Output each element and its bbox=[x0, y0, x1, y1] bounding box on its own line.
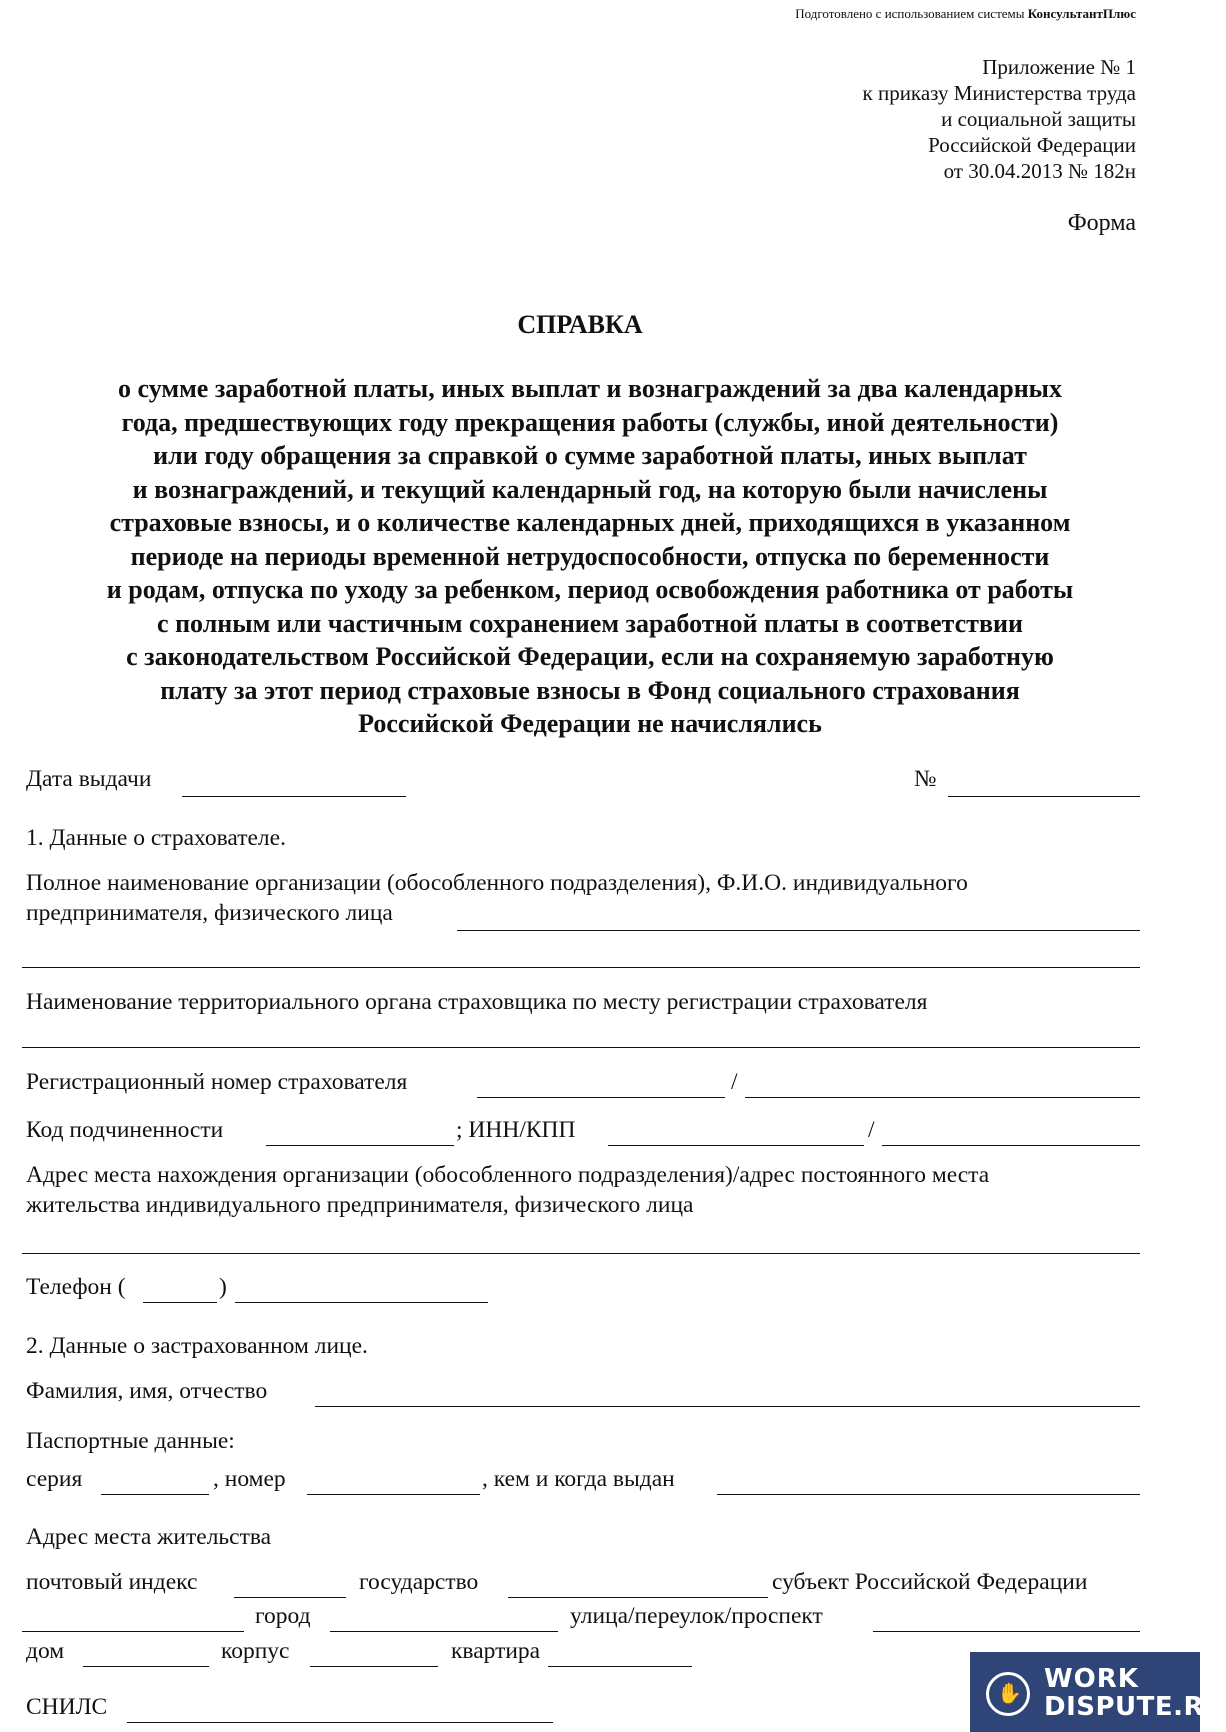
watermark-line-1: WORK bbox=[1044, 1664, 1139, 1694]
phone-number-field[interactable] bbox=[235, 1302, 488, 1303]
passport-issued-label: , кем и когда выдан bbox=[482, 1466, 675, 1492]
appendix-line: к приказу Министерства труда bbox=[862, 81, 1136, 105]
fio-label: Фамилия, имя, отчество bbox=[26, 1378, 268, 1404]
appendix-line: Российской Федерации bbox=[928, 133, 1136, 157]
document-title: СПРАВКА bbox=[517, 310, 643, 339]
country-field[interactable] bbox=[508, 1597, 768, 1598]
postal-index-field[interactable] bbox=[234, 1597, 346, 1598]
subordination-code-field[interactable] bbox=[266, 1145, 454, 1146]
reg-number-slash: / bbox=[731, 1069, 738, 1095]
watermark-badge bbox=[970, 1652, 1226, 1732]
subtitle-line: с законодательством Российской Федерации, если на сохраняемую заработную bbox=[126, 642, 1054, 671]
region-field[interactable] bbox=[22, 1631, 244, 1632]
prepared-brand: КонсультантПлюс bbox=[1027, 6, 1136, 21]
form-label: Форма bbox=[1067, 210, 1136, 236]
passport-number-label: , номер bbox=[213, 1466, 286, 1492]
region-label: субъект Российской Федерации bbox=[772, 1569, 1088, 1595]
country-label: государство bbox=[359, 1569, 479, 1595]
phone-code-field[interactable] bbox=[143, 1302, 217, 1303]
subtitle-line: Российской Федерации не начислялись bbox=[358, 709, 822, 738]
subtitle-line: о сумме заработной платы, иных выплат и вознаграждений за два календарных bbox=[118, 374, 1062, 403]
org-name-field-continued[interactable] bbox=[22, 967, 1140, 968]
house-label: дом bbox=[26, 1638, 65, 1664]
phone-label: Телефон ( bbox=[26, 1274, 126, 1300]
inn-field[interactable] bbox=[608, 1145, 864, 1146]
city-field[interactable] bbox=[330, 1631, 558, 1632]
residence-label: Адрес места жительства bbox=[26, 1524, 272, 1550]
appendix-block bbox=[863, 54, 1137, 184]
subtitle-line: с полным или частичным сохранением заработной платы в соответствии bbox=[157, 608, 1023, 638]
territorial-body-label: Наименование территориального органа страховщика по месту регистрации страхователя bbox=[26, 989, 928, 1015]
section1-heading: 1. Данные о страхователе. bbox=[26, 825, 286, 851]
passport-series-label: серия bbox=[26, 1466, 83, 1492]
prepared-note bbox=[795, 6, 1136, 22]
passport-issued-field[interactable] bbox=[717, 1494, 1140, 1495]
building-label: корпус bbox=[221, 1638, 290, 1664]
appendix-line: от 30.04.2013 № 182н bbox=[943, 159, 1136, 183]
document-subtitle bbox=[20, 372, 1160, 741]
issue-date-label: Дата выдачи bbox=[26, 766, 152, 792]
subtitle-line: и вознаграждений, и текущий календарный год, на которую были начислены bbox=[132, 474, 1048, 504]
postal-index-label: почтовый индекс bbox=[26, 1569, 198, 1595]
org-name-label-2: предпринимателя, физического лица bbox=[26, 900, 393, 926]
flat-field[interactable] bbox=[548, 1666, 692, 1667]
subtitle-line: плату за этот период страховые взносы в Фонд социального страхования bbox=[160, 675, 1020, 705]
house-field[interactable] bbox=[83, 1666, 209, 1667]
reg-number-field-1[interactable] bbox=[477, 1097, 725, 1098]
reg-number-field-2[interactable] bbox=[745, 1097, 1140, 1098]
watermark-line-2: DISPUTE.RU bbox=[1044, 1692, 1226, 1722]
issue-number-label: № bbox=[914, 766, 937, 792]
subtitle-line: и родам, отпуска по уходу за ребенком, период освобождения работника от работы bbox=[106, 575, 1074, 604]
handshake-icon: ✋ bbox=[986, 1672, 1030, 1716]
passport-number-field[interactable] bbox=[307, 1494, 480, 1495]
appendix-line: Приложение № 1 bbox=[982, 55, 1136, 79]
street-field[interactable] bbox=[873, 1631, 1140, 1632]
passport-label: Паспортные данные: bbox=[26, 1428, 235, 1454]
address-label-2: жительства индивидуального предпринимателя, физического лица bbox=[26, 1192, 694, 1218]
fio-field[interactable] bbox=[315, 1406, 1140, 1407]
issue-date-field[interactable] bbox=[182, 796, 406, 797]
inn-kpp-slash: / bbox=[868, 1117, 875, 1143]
subordination-code-label: Код подчиненности bbox=[26, 1117, 224, 1143]
inn-kpp-label: ; ИНН/КПП bbox=[456, 1117, 576, 1143]
org-name-label-1: Полное наименование организации (обособленного подразделения), Ф.И.О. индивидуального bbox=[26, 870, 968, 896]
appendix-line: и социальной защиты bbox=[941, 107, 1136, 131]
passport-series-field[interactable] bbox=[101, 1494, 209, 1495]
kpp-field[interactable] bbox=[882, 1145, 1140, 1146]
snils-field[interactable] bbox=[127, 1722, 553, 1723]
building-field[interactable] bbox=[310, 1666, 438, 1667]
street-label: улица/переулок/проспект bbox=[570, 1603, 823, 1629]
city-label: город bbox=[255, 1603, 311, 1629]
subtitle-line: периоде на периоды временной нетрудоспособности, отпуска по беременности bbox=[130, 541, 1050, 571]
subtitle-line: года, предшествующих году прекращения работы (службы, иной деятельности) bbox=[121, 407, 1059, 437]
address-label-1: Адрес места нахождения организации (обособленного подразделения)/адрес постоянного места bbox=[26, 1162, 990, 1188]
section2-heading: 2. Данные о застрахованном лице. bbox=[26, 1333, 368, 1359]
address-field[interactable] bbox=[22, 1253, 1140, 1254]
territorial-body-field[interactable] bbox=[22, 1047, 1140, 1048]
issue-number-field[interactable] bbox=[948, 796, 1140, 797]
subtitle-line: или году обращения за справкой о сумме заработной платы, иных выплат bbox=[153, 441, 1027, 470]
phone-close-paren: ) bbox=[219, 1274, 227, 1300]
reg-number-label: Регистрационный номер страхователя bbox=[26, 1069, 408, 1095]
prepared-prefix: Подготовлено с использованием системы bbox=[795, 6, 1025, 21]
subtitle-line: страховые взносы, и о количестве календарных дней, приходящихся в указанном bbox=[109, 508, 1071, 537]
flat-label: квартира bbox=[451, 1638, 541, 1664]
org-name-field[interactable] bbox=[457, 930, 1140, 931]
snils-label: СНИЛС bbox=[26, 1694, 108, 1720]
